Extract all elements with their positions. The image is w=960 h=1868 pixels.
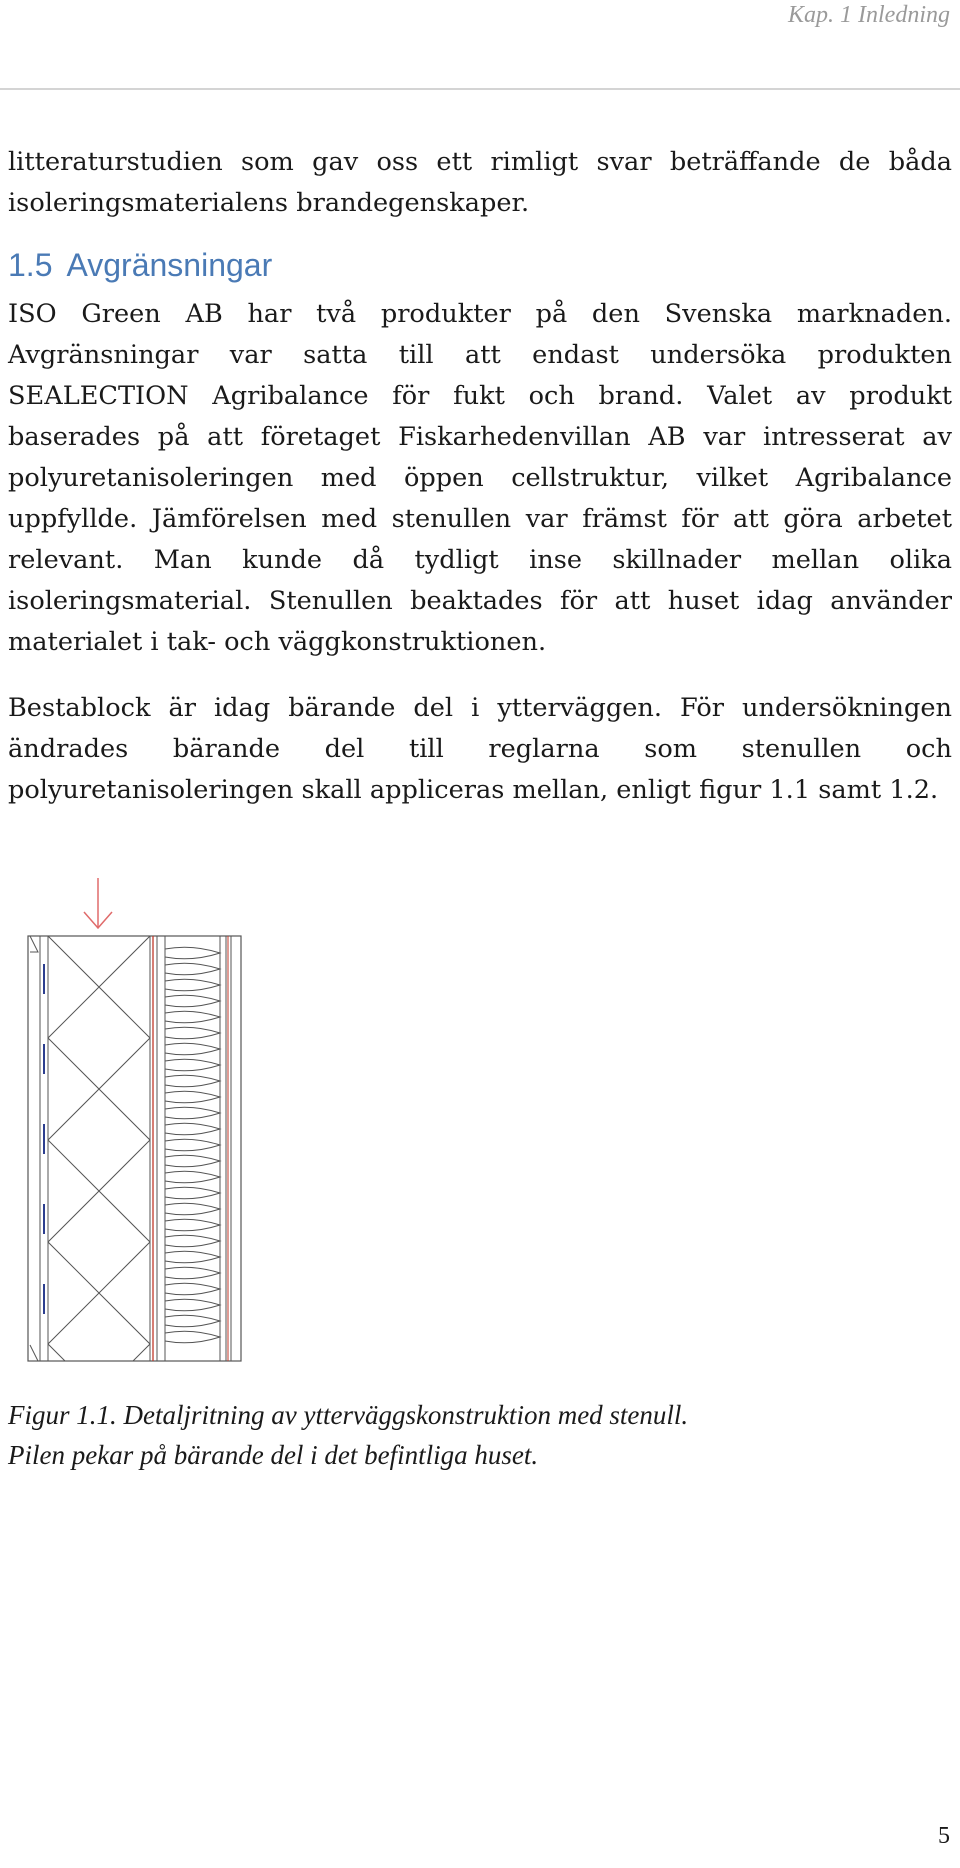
wall-detail-drawing [20,874,260,1374]
section-title: Avgränsningar [66,247,273,283]
running-title: Kap. 1 Inledning [788,2,950,28]
header-rule [0,88,960,90]
insulation-block-zigzag [165,936,220,1361]
page-number: 5 [938,1823,950,1849]
insulation-block-stone-wool [48,936,150,1361]
section-paragraph-1: ISO Green AB har två produkter på den Svenska marknaden. Avgränsningar var satta till att endast undersöka produkten SEALECTION Agribalance för fukt och brand. Valet av produkt baserades på att företaget Fiskarhedenvillan AB var intresserat av polyuretanisoleringen med öppen cellstruktur, vilket Agribalance uppfyllde. Jämförelsen med stenullen var främst för att göra arbetet relevant. Man kunde då tydligt inse skillnader mellan olika isoleringsmaterial. Stenullen beaktades för att huset idag använder materialet i tak- och väggkonstruktionen. [8,299,952,657]
section-heading [8,245,272,285]
caption-line-1: Figur 1.1. Detaljritning av ytterväggskonstruktion med stenull. [8,1400,689,1430]
caption-line-2: Pilen pekar på bärande del i det befintliga huset. [8,1440,539,1470]
section-paragraph-2: Bestablock är idag bärande del i ytterväggen. För undersökningen ändrades bärande del till reglarna som stenullen och polyuretanisoleringen skall appliceras mellan, enligt figur 1.1 samt 1.2. [8,693,952,805]
section-number: 1.5 [8,247,53,283]
figure-caption [8,1395,952,1475]
intro-paragraph: litteraturstudien som gav oss ett rimligt svar beträffande de båda isoleringsmaterialens brandegenskaper. [8,147,952,218]
running-header [0,0,950,42]
load-bearing-arrow [84,878,112,928]
